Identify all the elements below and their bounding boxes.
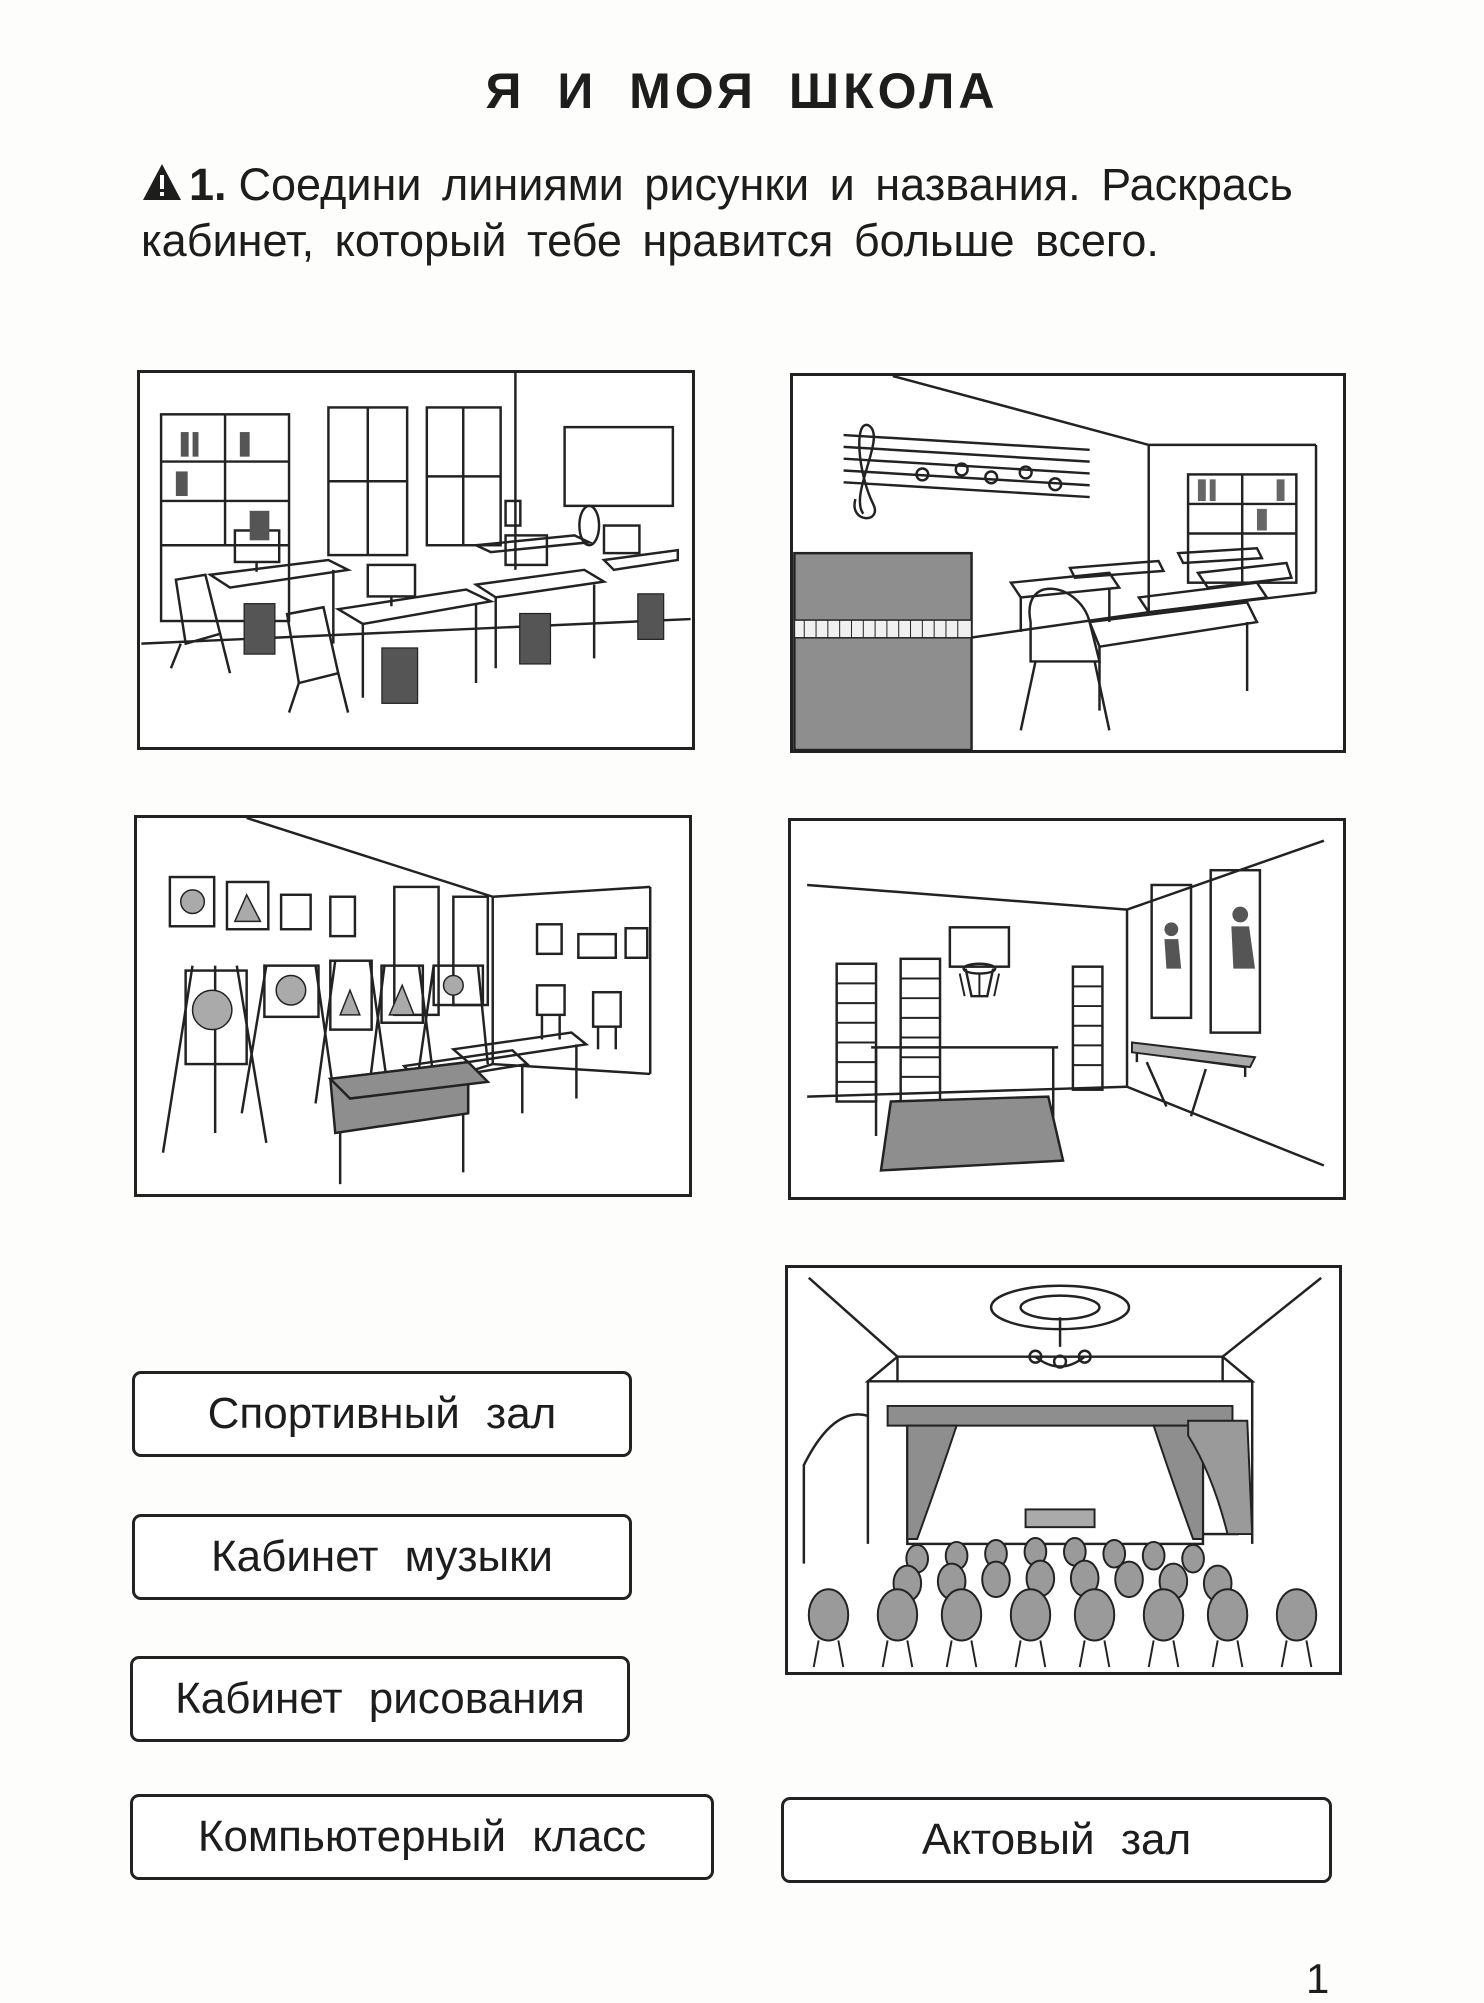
gym-picture[interactable] [788,818,1346,1200]
warning-triangle-icon [141,160,183,214]
label-sports-hall[interactable]: Спортивный зал [132,1371,632,1457]
assembly-hall-picture[interactable] [785,1265,1342,1675]
assembly-hall-icon [788,1268,1339,1672]
label-assembly-hall[interactable]: Актовый зал [781,1797,1332,1883]
label-art-room[interactable]: Кабинет рисования [130,1656,630,1742]
page-title: Я И МОЯ ШКОЛА [485,63,999,119]
gym-icon [791,821,1343,1197]
music-classroom-picture[interactable] [790,373,1346,753]
art-classroom-picture[interactable] [134,815,692,1197]
label-computer-class[interactable]: Компьютерный класс [130,1794,714,1880]
computer-classroom-picture[interactable] [137,370,695,750]
music-classroom-icon [793,376,1343,750]
art-classroom-icon [137,818,689,1194]
page-number: 1 [1306,1955,1330,2002]
task-number: 1. [189,159,227,210]
task-instruction [141,158,1361,268]
computer-classroom-icon [140,373,692,747]
task-text: Соедини линиями рисунки и названия. Раскрась кабинет, который тебе нравится больше всего. [141,159,1293,266]
label-music-room[interactable]: Кабинет музыки [132,1514,632,1600]
